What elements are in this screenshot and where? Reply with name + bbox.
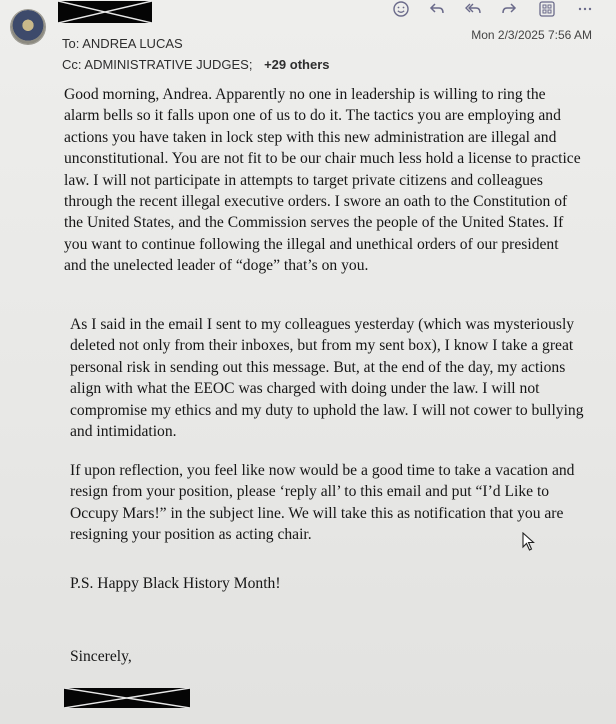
cc-recipient[interactable]: ADMINISTRATIVE JUDGES; xyxy=(84,57,253,72)
smiley-icon[interactable] xyxy=(390,0,412,18)
postscript: P.S. Happy Black History Month! xyxy=(70,575,281,592)
reply-all-icon[interactable] xyxy=(462,0,484,18)
sent-date: Mon 2/3/2025 7:56 AM xyxy=(471,28,592,42)
sender-avatar[interactable] xyxy=(11,10,45,44)
cc-line xyxy=(62,57,330,72)
message-toolbar xyxy=(388,0,608,20)
body-paragraph-2: As I said in the email I sent to my colleagues yesterday (which was mysteriously deleted not only from their inboxes, but from my sent box), I know I take a great personal risk in sending out this message. But, at the end of the day, my actions align with what the EEOC was charged with doing under the law. I will not compromise my ethics and my duty to uphold the law. I will not cower to bullying and intimidation. xyxy=(70,316,584,441)
recipient-line xyxy=(62,36,183,51)
reply-icon[interactable] xyxy=(426,0,448,18)
email-header xyxy=(0,0,616,80)
cc-label: Cc: xyxy=(62,57,82,72)
body-paragraph-1: Good morning, Andrea. Apparently no one in leadership is willing to ring the alarm bells so it falls upon one of us to do it. The tactics you are employing and actions you have taken in lock step with this new administration are illegal and unconstitutional. You are not fit to be our chair much less hold a license to practice law. I will not participate in attempts to target private citizens and colleagues through the recent illegal executive orders. I swore an oath to the Constitution of the United States, and the Commission serves the people of the United States. If you want to continue following the illegal and unethical orders of our president and the unelected leader of “doge” that’s on you. xyxy=(64,86,581,275)
redacted-signature xyxy=(64,688,190,708)
apps-icon[interactable] xyxy=(536,0,558,18)
more-icon[interactable] xyxy=(574,0,596,18)
forward-icon[interactable] xyxy=(498,0,520,18)
to-label: To: xyxy=(62,36,80,51)
redacted-sender-name xyxy=(58,1,152,23)
mouse-pointer-icon xyxy=(522,532,536,552)
body-paragraph-3: If upon reflection, you feel like now would be a good time to take a vacation and resign from your position, please ‘reply all’ to this email and put “I’d Like to Occupy Mars!” in the subject line. We will take this as notification that you are resigning your position as acting chair. xyxy=(70,462,575,544)
signoff: Sincerely, xyxy=(70,648,132,665)
to-recipient[interactable]: ANDREA LUCAS xyxy=(82,36,183,51)
cc-others-link[interactable]: +29 others xyxy=(264,57,330,72)
